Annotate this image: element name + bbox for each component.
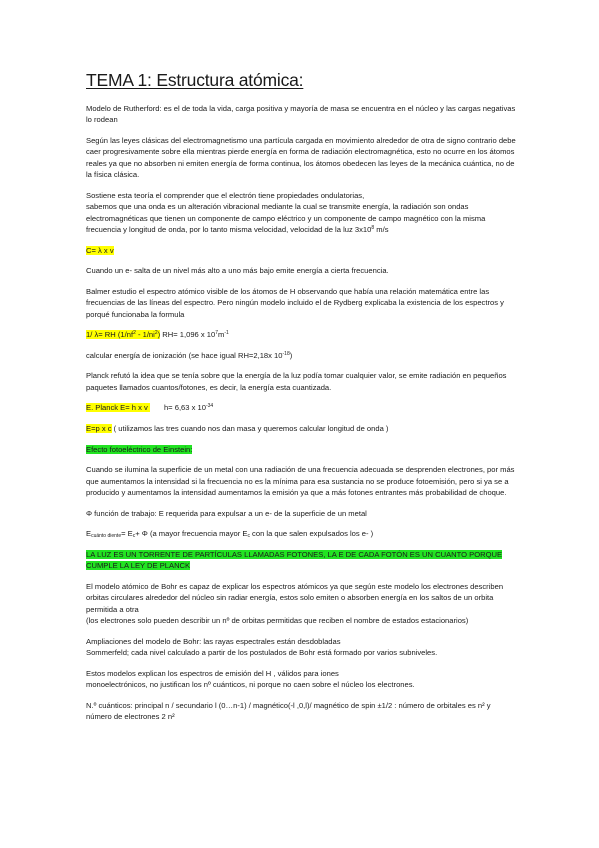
highlight-formula: E. Planck E= h x v bbox=[86, 403, 150, 413]
paragraph-bohr-extensions bbox=[86, 636, 518, 659]
paragraph-photoelectric: Cuando se ilumina la superficie de un metal con una radiación de una frecuencia adecuada se desprenden electrones, por más que aumentamos la intensidad si la frecuencia no es la mínima para esa sustancia no se produce fotoemisión, pero si ya se a producido y aumentamos la intensidad aumentamos la emisión ya que a más fotones entrantes más probabilidad de choque. bbox=[86, 465, 515, 497]
paragraph-wave-properties bbox=[86, 190, 518, 236]
extensions-line-2: Sommerfeld; cada nivel calculado a partir de los postulados de Bohr está formado por varios subniveles. bbox=[86, 648, 438, 657]
formula-part: - 1/ni bbox=[135, 330, 155, 340]
formula-part: E bbox=[86, 529, 92, 539]
paragraph-work-function: Φ función de trabajo: E requerida para expulsar a un e- de la superficie de un metal bbox=[86, 508, 367, 518]
paragraph-model-limits bbox=[86, 668, 518, 691]
rydberg-constant: RH= 1,096 x 10 bbox=[160, 330, 216, 340]
wave-line-2-unit: m/s bbox=[374, 225, 389, 235]
formula-rydberg bbox=[86, 329, 518, 340]
superscript: -18 bbox=[282, 350, 290, 357]
bohr-line-1: El modelo atómico de Bohr es capaz de explicar los espectros atómicos ya que según este modelo los electrones describen orbitas circulares alrededor del núcleo sin radiar energía, estos solo emiten o absorben energía en los saltos de un orbita permitida a otra bbox=[86, 581, 504, 614]
paragraph-electromagnetism: Según las leyes clásicas del electromagnetismo una partícula cargada en movimiento alrededor de otra de signo contrario debe caer progresivamente sobre ella mientras pierde energía en forma de radiación electromagnética, esto no ocurre en los átomos reales ya que no absorben ni emiten energía de forma continua, los átomos obedecen las leyes de la mecánica cuántica, no de la física clásica. bbox=[86, 136, 516, 180]
subscript: c bbox=[247, 533, 250, 540]
document-page bbox=[86, 70, 518, 732]
formula-light-speed bbox=[86, 245, 518, 256]
formula-part: 1/ λ= RH (1/nf bbox=[86, 330, 134, 340]
paragraph-ionization bbox=[86, 350, 518, 361]
formula-photoelectric-energy bbox=[86, 528, 518, 539]
paragraph-quantum-numbers: N.º cuánticos: principal n / secundario l (0…n-1) / magnético(-l ,0,l)/ magnético de spin ±1/2 : número de orbitales es n² y número de electrones 2 n² bbox=[86, 700, 491, 721]
paragraph-balmer: Balmer estudio el espectro atómico visible de los átomos de H observando que había una relación matemática entre las frecuencias de las líneas del espectro. Pero ningún modelo incluido el de Rydberg explicaba la existencia de los espectros y porqué funcionaba la formula bbox=[86, 286, 504, 319]
superscript: 8 bbox=[371, 225, 375, 232]
formula-part: con la que salen expulsados los e- ) bbox=[249, 529, 374, 539]
limits-line-2: monoelectrónicos, no justifican los nº cuánticos, ni porque no caen sobre el núcleo los electrones. bbox=[86, 680, 415, 689]
subscript: cuánto diente bbox=[91, 533, 122, 540]
highlight-statement: LA LUZ ES UN TORRENTE DE PARTÍCULAS LLAMADAS FOTONES, LA E DE CADA FOTÓN ES UN CUANTO PORQUE CUMPLE LA LEY DE PLANCK bbox=[86, 549, 503, 571]
highlight-heading: Efecto fotoeléctrico de Einstein: bbox=[86, 444, 193, 454]
highlight-formula: C= λ x v bbox=[86, 245, 114, 255]
extensions-line-1: Ampliaciones del modelo de Bohr: las rayas espectrales están desdobladas bbox=[86, 636, 341, 646]
subscript: c bbox=[132, 533, 136, 540]
superscript: 2 bbox=[133, 330, 136, 337]
momentum-note: ( utilizamos las tres cuando nos dan masa y queremos calcular longitud de onda ) bbox=[111, 424, 389, 433]
paragraph-bohr bbox=[86, 581, 518, 627]
rydberg-unit: m bbox=[218, 330, 225, 340]
superscript: -1 bbox=[224, 330, 229, 337]
formula-part: = E bbox=[121, 529, 133, 539]
superscript: 2 bbox=[154, 330, 158, 337]
statement-photons bbox=[86, 549, 518, 572]
heading-photoelectric bbox=[86, 444, 518, 455]
superscript: 7 bbox=[215, 330, 219, 337]
formula-planck bbox=[86, 402, 518, 413]
superscript: -34 bbox=[205, 403, 214, 410]
ionization-close: ) bbox=[289, 350, 293, 360]
wave-line-2: sabemos que una onda es un alteración vibracional mediante la cual se transmite energía, la radiación son ondas electromagnéticas que tienen un componente de campo eléctrico y un componente de campo magnético con la misma frecuencia y longitud de onda, por lo tanto misma velocidad, velocidad de la luz 3x10 bbox=[86, 202, 486, 235]
paragraph-electron-jump: Cuando un e- salta de un nivel más alto a uno más bajo emite energía a cierta frecuencia. bbox=[86, 266, 389, 276]
highlight-formula bbox=[86, 330, 160, 339]
page-title: TEMA 1: Estructura atómica: bbox=[86, 70, 304, 90]
ionization-text: calcular energía de ionización (se hace igual RH=2,18x 10 bbox=[86, 350, 283, 360]
highlight-formula: E=p x c bbox=[86, 424, 112, 433]
formula-part: ) bbox=[157, 330, 161, 340]
formula-momentum bbox=[86, 423, 518, 434]
paragraph-planck: Planck refutó la idea que se tenía sobre que la energía de la luz podía tomar cualquier valor, se emite radiación en pequeños paquetes llamados cuantos/fotones, es decir, la energía esta cuantizada. bbox=[86, 371, 507, 392]
paragraph-rutherford: Modelo de Rutherford: es el de toda la vida, carga positiva y mayoría de masa se encuentra en el núcleo y las cargas negativas lo rodean bbox=[86, 104, 516, 125]
planck-constant: h= 6,63 x 10 bbox=[163, 403, 206, 413]
bohr-line-2: (los electrones solo pueden describir un nº de orbitas permitidas que reciben el nombre de estados estacionarios) bbox=[86, 616, 469, 625]
wave-line-1: Sostiene esta teoría el comprender que el electrón tiene propiedades ondulatorias, bbox=[86, 190, 365, 200]
formula-part: + Φ (a mayor frecuencia mayor E bbox=[135, 529, 248, 539]
limits-line-1: Estos modelos explican los espectros de emisión del H , válidos para iones bbox=[86, 668, 339, 678]
